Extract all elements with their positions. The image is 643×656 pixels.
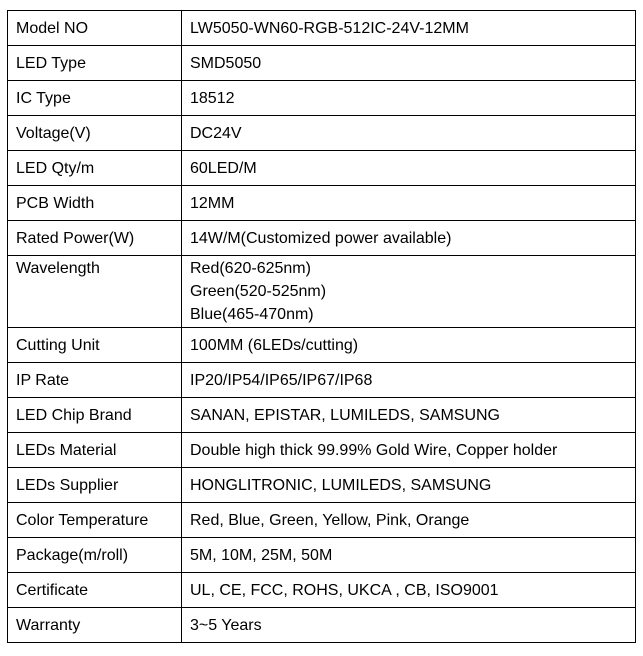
spec-label: Voltage(V) bbox=[8, 116, 182, 151]
spec-label: LEDs Material bbox=[8, 433, 182, 468]
spec-value: 100MM (6LEDs/cutting) bbox=[182, 328, 636, 363]
spec-value: 3~5 Years bbox=[182, 608, 636, 643]
spec-row-leds-material bbox=[8, 433, 636, 468]
spec-label: Package(m/roll) bbox=[8, 538, 182, 573]
spec-label: IC Type bbox=[8, 81, 182, 116]
spec-row-package bbox=[8, 538, 636, 573]
spec-label: LEDs Supplier bbox=[8, 468, 182, 503]
spec-row-model-no bbox=[8, 11, 636, 46]
spec-value: 5M, 10M, 25M, 50M bbox=[182, 538, 636, 573]
spec-value: LW5050-WN60-RGB-512IC-24V-12MM bbox=[182, 11, 636, 46]
spec-label: Model NO bbox=[8, 11, 182, 46]
spec-row-wavelength bbox=[8, 256, 636, 328]
spec-value-line: Red(620-625nm) bbox=[190, 260, 311, 277]
spec-value: 18512 bbox=[182, 81, 636, 116]
spec-label: Wavelength bbox=[8, 256, 182, 328]
spec-row-rated-power bbox=[8, 221, 636, 256]
spec-value-line: Blue(465-470nm) bbox=[190, 306, 314, 323]
spec-row-cutting-unit bbox=[8, 328, 636, 363]
spec-row-led-qty bbox=[8, 151, 636, 186]
spec-value: SANAN, EPISTAR, LUMILEDS, SAMSUNG bbox=[182, 398, 636, 433]
spec-label: PCB Width bbox=[8, 186, 182, 221]
spec-row-color-temperature bbox=[8, 503, 636, 538]
spec-row-leds-supplier bbox=[8, 468, 636, 503]
spec-row-certificate bbox=[8, 573, 636, 608]
spec-value: HONGLITRONIC, LUMILEDS, SAMSUNG bbox=[182, 468, 636, 503]
spec-row-ip-rate bbox=[8, 363, 636, 398]
spec-label: Certificate bbox=[8, 573, 182, 608]
spec-label: Rated Power(W) bbox=[8, 221, 182, 256]
spec-value: 12MM bbox=[182, 186, 636, 221]
spec-value: 60LED/M bbox=[182, 151, 636, 186]
spec-value bbox=[182, 256, 636, 328]
spec-value-line: Green(520-525nm) bbox=[190, 283, 327, 300]
spec-row-pcb-width bbox=[8, 186, 636, 221]
spec-label: Warranty bbox=[8, 608, 182, 643]
spec-row-warranty bbox=[8, 608, 636, 643]
spec-row-led-chip-brand bbox=[8, 398, 636, 433]
spec-value: UL, CE, FCC, ROHS, UKCA , CB, ISO9001 bbox=[182, 573, 636, 608]
spec-value: 14W/M(Customized power available) bbox=[182, 221, 636, 256]
spec-label: Color Temperature bbox=[8, 503, 182, 538]
spec-value: Double high thick 99.99% Gold Wire, Copper holder bbox=[182, 433, 636, 468]
spec-label: LED Qty/m bbox=[8, 151, 182, 186]
spec-value: Red, Blue, Green, Yellow, Pink, Orange bbox=[182, 503, 636, 538]
spec-value: DC24V bbox=[182, 116, 636, 151]
spec-row-ic-type bbox=[8, 81, 636, 116]
spec-label: Cutting Unit bbox=[8, 328, 182, 363]
spec-value: IP20/IP54/IP65/IP67/IP68 bbox=[182, 363, 636, 398]
spec-value: SMD5050 bbox=[182, 46, 636, 81]
spec-row-led-type bbox=[8, 46, 636, 81]
spec-table-body bbox=[8, 11, 636, 643]
spec-label: LED Chip Brand bbox=[8, 398, 182, 433]
spec-label: IP Rate bbox=[8, 363, 182, 398]
spec-table bbox=[7, 10, 636, 643]
spec-row-voltage bbox=[8, 116, 636, 151]
spec-label: LED Type bbox=[8, 46, 182, 81]
